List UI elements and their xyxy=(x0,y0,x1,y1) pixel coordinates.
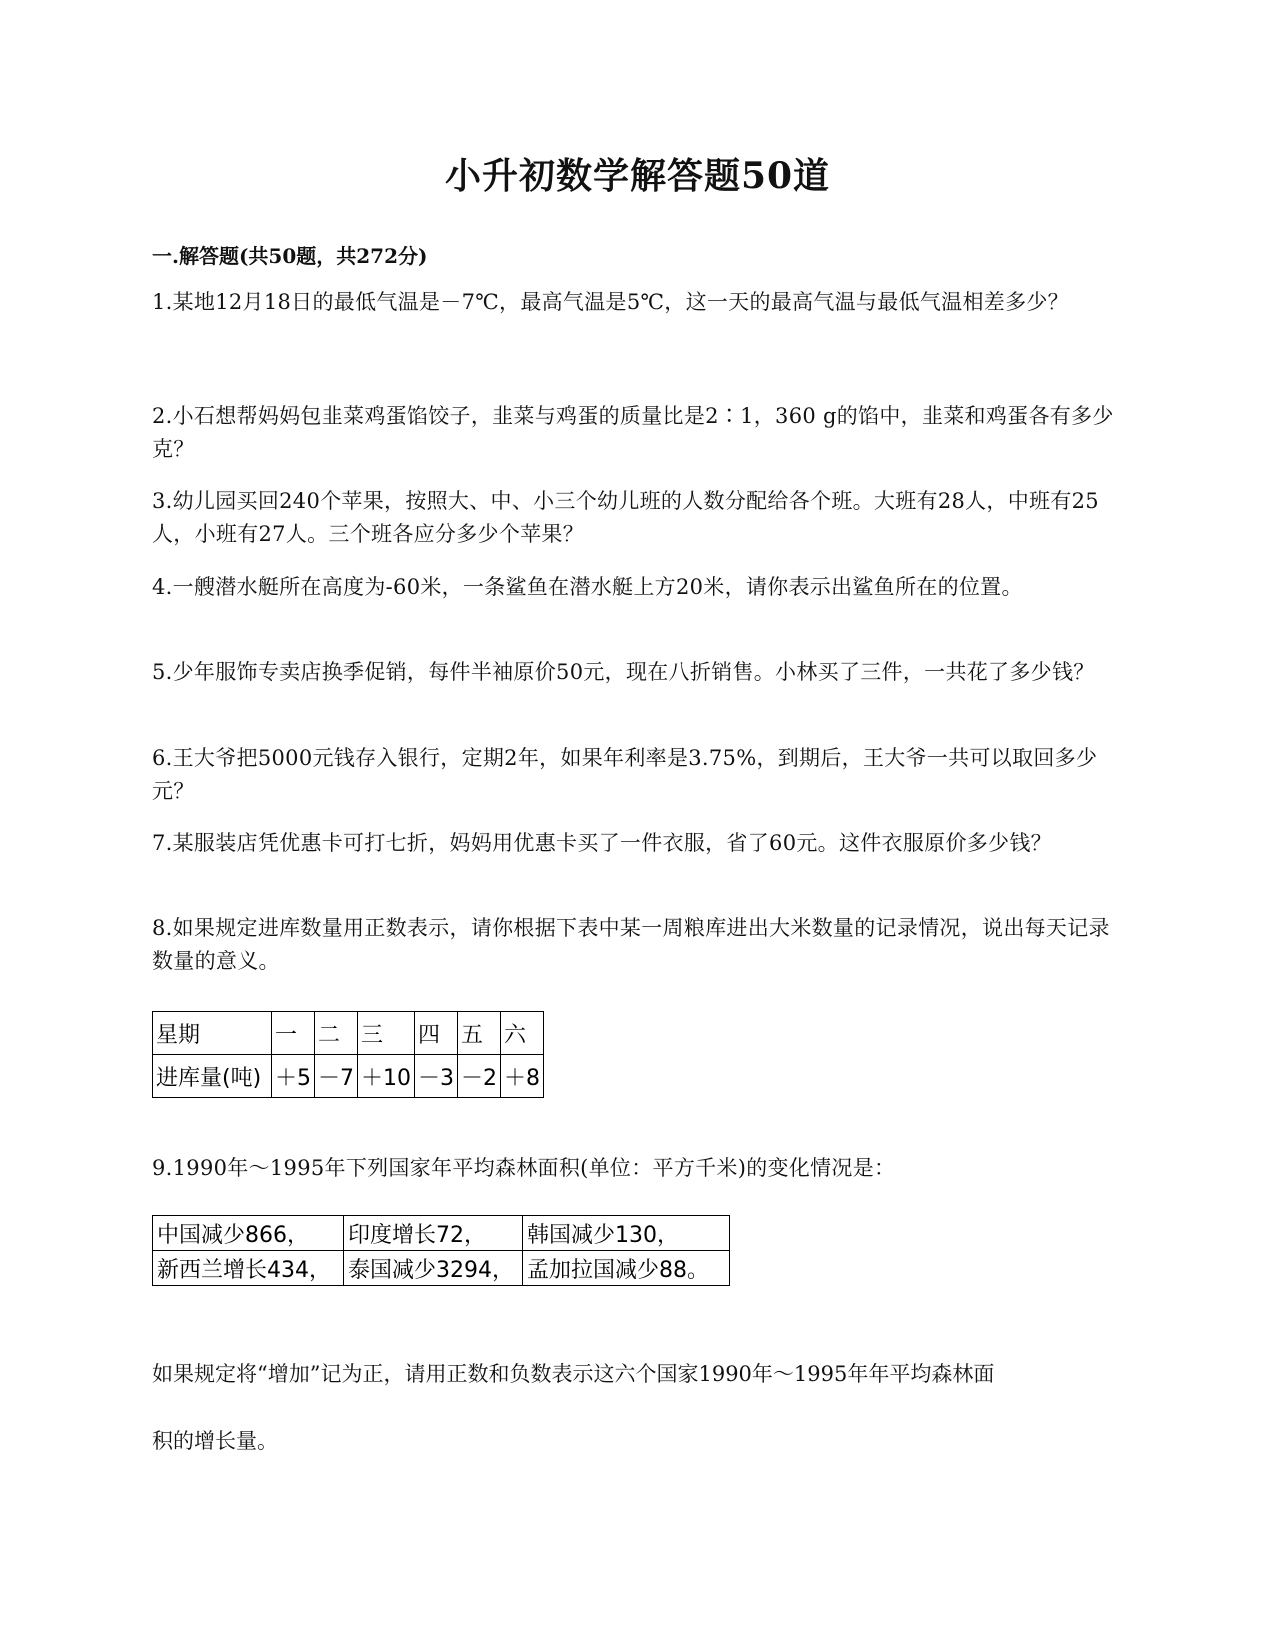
table-row xyxy=(153,1012,544,1055)
table-row xyxy=(153,1055,544,1098)
table-cell: 泰国减少3294， xyxy=(344,1251,523,1286)
grain-record-table xyxy=(152,1011,544,1098)
table-cell: 星期 xyxy=(153,1012,272,1055)
table-cell: －7 xyxy=(315,1055,358,1098)
table-cell: ＋10 xyxy=(358,1055,415,1098)
question-10-line2: 积的增长量。 xyxy=(152,1429,278,1453)
table-row xyxy=(153,1251,730,1286)
question-10-line1: 如果规定将“增加”记为正，请用正数和负数表示这六个国家1990年～1995年年平均森林面 xyxy=(152,1362,995,1386)
question-8: 8.如果规定进库数量用正数表示，请你根据下表中某一周粮库进出大米数量的记录情况，说出每天记录数量的意义。 xyxy=(152,916,1110,973)
table-cell: －2 xyxy=(458,1055,501,1098)
question-4: 4.一艘潜水艇所在高度为-60米，一条鲨鱼在潜水艇上方20米，请你表示出鲨鱼所在的位置。 xyxy=(152,575,1023,599)
table-cell: 二 xyxy=(315,1012,358,1055)
table-cell: ＋5 xyxy=(272,1055,315,1098)
table-cell: 三 xyxy=(358,1012,415,1055)
table-cell: －3 xyxy=(415,1055,458,1098)
table-cell: 一 xyxy=(272,1012,315,1055)
table-cell: 五 xyxy=(458,1012,501,1055)
table-cell: 印度增长72， xyxy=(344,1216,523,1251)
table-cell: 中国减少866， xyxy=(153,1216,344,1251)
table-cell: 孟加拉国减少88。 xyxy=(523,1251,730,1286)
question-7: 7.某服装店凭优惠卡可打七折，妈妈用优惠卡买了一件衣服，省了60元。这件衣服原价多少钱？ xyxy=(152,831,1052,855)
question-2: 2.小石想帮妈妈包韭菜鸡蛋馅饺子，韭菜与鸡蛋的质量比是2∶1，360 g的馅中，韭菜和鸡蛋各有多少克？ xyxy=(152,404,1114,461)
question-5: 5.少年服饰专卖店换季促销，每件半袖原价50元，现在八折销售。小林买了三件，一共花了多少钱？ xyxy=(152,660,1095,684)
table-cell: 新西兰增长434， xyxy=(153,1251,344,1286)
table-cell: ＋8 xyxy=(501,1055,544,1098)
forest-change-table xyxy=(152,1215,730,1286)
question-3: 3.幼儿园买回240个苹果，按照大、中、小三个幼儿班的人数分配给各个班。大班有28人，中班有25人，小班有27人。三个班各应分多少个苹果？ xyxy=(152,489,1099,546)
question-1: 1.某地12月18日的最低气温是－7℃，最高气温是5℃，这一天的最高气温与最低气温相差多少？ xyxy=(152,290,1069,314)
table-cell: 四 xyxy=(415,1012,458,1055)
question-9: 9.1990年～1995年下列国家年平均森林面积(单位：平方千米)的变化情况是： xyxy=(152,1156,896,1180)
table-cell: 六 xyxy=(501,1012,544,1055)
table-cell: 韩国减少130， xyxy=(523,1216,730,1251)
table-cell: 进库量(吨) xyxy=(153,1055,272,1098)
table-row xyxy=(153,1216,730,1251)
page-title: 小升初数学解答题50道 xyxy=(444,155,831,197)
section-heading: 一.解答题(共50题，共272分) xyxy=(152,244,428,268)
question-6: 6.王大爷把5000元钱存入银行，定期2年，如果年利率是3.75%，到期后，王大爷一共可以取回多少元？ xyxy=(152,746,1098,803)
